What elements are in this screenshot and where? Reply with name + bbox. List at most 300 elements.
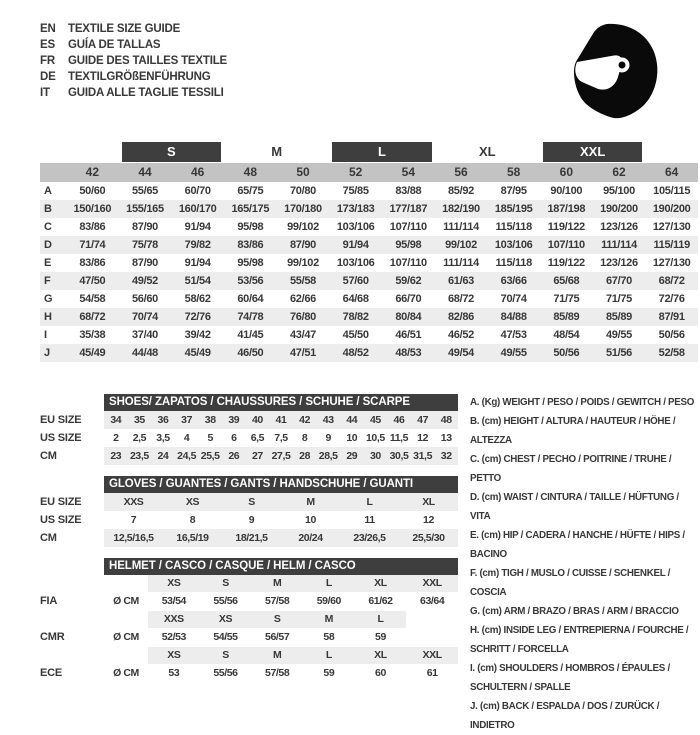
size-cell: 48 (434, 411, 458, 429)
language-code: EN (40, 23, 56, 35)
size-value: 43/47 (289, 329, 316, 341)
helmet-size-row (40, 647, 458, 664)
title-row (40, 394, 458, 411)
size-number: 46 (190, 165, 205, 179)
row-letter: G (44, 293, 53, 305)
helmet-size: XXL (406, 575, 458, 592)
measurement-row (40, 272, 698, 290)
row-label: EU SIZE (40, 414, 82, 426)
helmet-icon-svg (572, 22, 662, 122)
size-cell: 24 (151, 447, 175, 465)
helmet-size: XL (355, 575, 407, 592)
size-value: 99/102 (445, 239, 477, 251)
measurement-row (40, 290, 698, 308)
size-value: 177/187 (389, 203, 428, 215)
size-cell: 47 (411, 411, 435, 429)
size-cell: 30 (364, 447, 388, 465)
size-value: 115/118 (495, 257, 532, 269)
helmet-size: M (303, 611, 355, 628)
size-value: 182/190 (442, 203, 480, 215)
size-value: 60/70 (184, 185, 211, 197)
size-value: 85/92 (447, 185, 474, 197)
size-value: 68/72 (447, 293, 474, 305)
measurement-row (40, 200, 698, 218)
size-group-l: L (332, 142, 431, 162)
legend-entry: E. (cm) HIP / CADERA / HANCHE / HÜFTE / HIPS / BACINO (470, 530, 685, 560)
size-value: 53/56 (237, 275, 264, 287)
size-cell: 11,5 (389, 432, 409, 444)
size-cell: 2,5 (132, 432, 147, 444)
size-value: 78/82 (342, 311, 369, 323)
size-row (40, 529, 458, 547)
size-cell: 29 (340, 447, 364, 465)
size-value: 35/38 (79, 329, 106, 341)
size-value: 173/183 (336, 203, 375, 215)
size-number-row (40, 163, 698, 182)
size-value: 49/55 (605, 329, 632, 341)
size-cell: 5 (207, 432, 213, 444)
size-value: 75/78 (131, 239, 158, 251)
size-value: 83/86 (79, 257, 106, 269)
row-label: US SIZE (40, 514, 82, 526)
size-group-header-row (40, 141, 698, 163)
size-value: 103/106 (336, 221, 375, 233)
size-value: 80/84 (395, 311, 422, 323)
size-value: 50/56 (658, 329, 685, 341)
size-row (40, 411, 458, 429)
size-number: 60 (559, 165, 573, 179)
size-value: 50/60 (79, 185, 106, 197)
size-cell: 12 (417, 432, 429, 444)
size-value: 51/56 (605, 347, 632, 359)
size-cell: 30,5 (387, 447, 411, 465)
row-letter: H (44, 311, 52, 323)
size-group-s: S (122, 142, 221, 162)
size-cell: 8 (189, 514, 196, 526)
size-cell: 43 (316, 411, 340, 429)
size-value: 123/126 (600, 257, 638, 269)
helmet-size: XXS (148, 611, 200, 628)
size-value: 45/49 (184, 347, 211, 359)
measurement-row (40, 218, 698, 236)
size-cell: 27,5 (269, 447, 293, 465)
size-value: 41/45 (237, 329, 264, 341)
size-cell: 6,5 (250, 432, 265, 444)
size-cell: 20/24 (281, 529, 340, 547)
size-cell: XXS (104, 493, 163, 511)
size-value: 127/130 (652, 257, 691, 269)
legend-entry: I. (cm) SHOULDERS / HOMBROS / ÉPAULES / SCHULTERN / SPALLE (470, 663, 670, 693)
row-letter: F (44, 275, 51, 287)
shoes-size-table (40, 394, 458, 465)
size-cell: 45 (364, 411, 388, 429)
size-value: 60/64 (237, 293, 264, 305)
size-value: 87/90 (131, 257, 158, 269)
size-value: 99/102 (287, 257, 319, 269)
unit-label: Ø CM (113, 667, 139, 679)
size-cell: 42 (293, 411, 317, 429)
helmet-size: S (200, 647, 252, 664)
helmet-size: M (251, 575, 303, 592)
size-value: 45/50 (342, 329, 369, 341)
helmet-value: 54/55 (213, 631, 238, 643)
size-cell: 13 (440, 432, 452, 444)
size-cell: 16,5/19 (163, 529, 222, 547)
size-number: 64 (664, 165, 679, 179)
row-letter: E (44, 257, 52, 269)
size-cell: XS (163, 493, 222, 511)
size-value: 59/62 (395, 275, 422, 287)
size-value: 90/100 (550, 185, 583, 197)
helmet-value-row (40, 628, 458, 647)
size-row (40, 429, 458, 447)
size-cell: 9 (325, 432, 331, 444)
size-cell: 39 (222, 411, 246, 429)
size-value: 58/62 (184, 293, 211, 305)
measurement-row (40, 236, 698, 254)
size-cell: 27 (246, 447, 270, 465)
size-value: 83/88 (395, 185, 422, 197)
size-cell: 41 (269, 411, 293, 429)
size-cell: 37 (175, 411, 199, 429)
section-title: SHOES/ ZAPATOS / CHAUSSURES / SCHUHE / SCARPE (104, 394, 458, 411)
size-cell: 7 (130, 514, 137, 526)
helmet-value: 60 (375, 667, 386, 679)
row-label: US SIZE (40, 432, 82, 444)
unit-label: Ø CM (113, 595, 139, 607)
size-cell: 7,5 (274, 432, 288, 444)
size-value: 83/86 (79, 221, 106, 233)
size-value: 103/106 (336, 257, 375, 269)
size-value: 51/54 (184, 275, 211, 287)
size-cell: 6 (231, 432, 237, 444)
standard-label: ECE (40, 667, 63, 679)
helmet-size: L (355, 611, 407, 628)
size-value: 64/68 (342, 293, 369, 305)
size-value: 46/51 (395, 329, 422, 341)
size-value: 71/75 (553, 293, 580, 305)
size-value: 46/52 (447, 329, 474, 341)
helmet-size: M (251, 647, 303, 664)
row-letter: C (44, 221, 52, 233)
size-cell: 18/21,5 (222, 529, 281, 547)
size-value: 111/114 (601, 239, 637, 251)
racing-helmet-icon (572, 22, 662, 122)
helmet-size-row (40, 575, 458, 592)
size-cell: 25,5/30 (399, 529, 458, 547)
unit-label: Ø CM (113, 631, 139, 643)
size-number: 48 (243, 165, 257, 179)
size-value: 72/76 (658, 293, 685, 305)
standard-label: CMR (40, 631, 65, 643)
size-value: 49/54 (447, 347, 474, 359)
size-value: 67/70 (605, 275, 632, 287)
size-number: 42 (85, 165, 99, 179)
measurement-row (40, 308, 698, 326)
size-value: 49/55 (500, 347, 527, 359)
size-value: 74/78 (237, 311, 264, 323)
size-value: 170/180 (284, 203, 322, 215)
size-value: 87/90 (289, 239, 316, 251)
size-value: 66/70 (395, 293, 422, 305)
size-value: 76/80 (289, 311, 316, 323)
size-number: 44 (138, 165, 152, 179)
helmet-value: 59/60 (316, 595, 341, 607)
size-cell: 36 (151, 411, 175, 429)
language-row (40, 85, 227, 101)
size-value: 84/88 (500, 311, 527, 323)
size-value: 99/102 (287, 221, 319, 233)
size-cell: 23,5 (128, 447, 152, 465)
helmet-size-row (40, 611, 458, 628)
size-value: 48/53 (395, 347, 422, 359)
size-value: 70/80 (289, 185, 316, 197)
size-value: 56/60 (131, 293, 158, 305)
size-value: 187/198 (547, 203, 586, 215)
size-cell: M (281, 493, 340, 511)
size-value: 79/82 (184, 239, 211, 251)
size-cell: 4 (183, 432, 190, 444)
size-value: 160/170 (178, 203, 217, 215)
size-cell: 10,5 (365, 432, 385, 444)
size-cell: 31,5 (411, 447, 435, 465)
size-value: 85/89 (605, 311, 632, 323)
size-value: 103/106 (494, 239, 533, 251)
size-cell: 2 (113, 432, 119, 444)
helmet-value: 61/62 (368, 595, 393, 607)
size-row (40, 511, 458, 529)
size-cell: 12 (423, 514, 434, 526)
size-group-xxl: XXL (543, 142, 642, 162)
size-cell: 46 (387, 411, 411, 429)
size-value: 48/52 (342, 347, 369, 359)
size-row (40, 447, 458, 465)
size-number: 58 (506, 165, 521, 179)
language-row (40, 37, 227, 53)
standard-label: FIA (40, 595, 58, 607)
size-value: 185/195 (494, 203, 533, 215)
size-cell: 8 (301, 432, 308, 444)
size-value: 115/119 (653, 239, 690, 251)
size-number: 56 (454, 165, 468, 179)
size-value: 119/122 (547, 257, 585, 269)
size-value: 123/126 (600, 221, 638, 233)
size-cell: 34 (104, 411, 128, 429)
legend-entry: H. (cm) INSIDE LEG / ENTREPIERNA / FOURCHE / SCHRITT / FORCELLA (470, 625, 689, 655)
size-value: 95/98 (395, 239, 422, 251)
size-row (40, 493, 458, 511)
row-letter: D (44, 239, 52, 251)
language-row (40, 69, 227, 85)
size-cell: 23 (104, 447, 128, 465)
legend-entry: B. (cm) HEIGHT / ALTURA / HAUTEUR / HÖHE / ALTEZZA (470, 416, 676, 446)
helmet-value-row (40, 664, 458, 683)
language-code: ES (40, 39, 55, 51)
language-title: GUIDE DES TAILLES TEXTILE (68, 55, 227, 67)
language-row (40, 53, 227, 69)
helmet-size-table (40, 558, 458, 683)
size-value: 46/50 (237, 347, 264, 359)
textile-size-table (40, 141, 698, 362)
size-value: 57/60 (342, 275, 369, 287)
language-code: IT (40, 87, 50, 99)
size-number: 62 (612, 165, 626, 179)
helmet-size: XS (148, 575, 200, 592)
size-cell: 26 (222, 447, 246, 465)
size-value: 95/98 (237, 257, 264, 269)
size-value: 49/52 (131, 275, 158, 287)
size-value: 68/72 (79, 311, 106, 323)
size-value: 47/50 (79, 275, 106, 287)
size-value: 72/76 (184, 311, 211, 323)
size-cell: XL (399, 493, 458, 511)
size-value: 62/66 (289, 293, 316, 305)
helmet-size: L (303, 647, 355, 664)
helmet-value: 56/57 (265, 631, 290, 643)
size-cell: 23/26,5 (340, 529, 399, 547)
size-value: 47/51 (289, 347, 316, 359)
helmet-value-row (40, 592, 458, 611)
size-value: 39/42 (184, 329, 211, 341)
legend-entry: F. (cm) TIGH / MUSLO / CUISSE / SCHENKEL / COSCIA (470, 568, 671, 598)
helmet-value: 53 (168, 667, 180, 679)
size-value: 165/175 (231, 203, 270, 215)
size-value: 111/114 (443, 221, 479, 233)
size-cell: 11 (364, 514, 375, 526)
size-value: 107/110 (547, 239, 585, 251)
size-value: 107/110 (389, 221, 427, 233)
helmet-value: 55/56 (213, 667, 238, 679)
helmet-value: 59 (375, 631, 386, 643)
size-value: 95/98 (237, 221, 264, 233)
size-value: 91/94 (184, 221, 211, 233)
section-title: HELMET / CASCO / CASQUE / HELM / CASCO (104, 558, 458, 575)
language-title-list (40, 21, 227, 101)
size-value: 115/118 (495, 221, 532, 233)
size-value: 54/58 (79, 293, 106, 305)
size-value: 119/122 (547, 221, 585, 233)
size-value: 190/200 (600, 203, 638, 215)
row-letter: B (44, 203, 52, 215)
size-value: 50/56 (553, 347, 580, 359)
size-value: 87/95 (500, 185, 527, 197)
legend-entry: D. (cm) WAIST / CINTURA / TAILLE / HÜFTUNG / VITA (470, 492, 679, 522)
size-value: 52/58 (658, 347, 685, 359)
legend-entry: A. (Kg) WEIGHT / PESO / POIDS / GEWITCH / PESO (470, 397, 695, 408)
size-value: 91/94 (184, 257, 211, 269)
language-title: TEXTILGRÖßENFÜHRUNG (68, 71, 211, 83)
row-label: CM (40, 532, 57, 544)
helmet-size: S (251, 611, 303, 628)
size-number: 54 (401, 165, 415, 179)
legend-entry: C. (cm) CHEST / PECHO / POITRINE / TRUHE / PETTO (470, 454, 672, 484)
size-value: 70/74 (131, 311, 158, 323)
size-value: 105/115 (653, 185, 691, 197)
title-row (40, 558, 458, 575)
size-cell: 24,5 (175, 447, 199, 465)
size-value: 87/90 (131, 221, 158, 233)
size-value: 48/54 (553, 329, 580, 341)
size-value: 47/53 (500, 329, 527, 341)
language-code: DE (40, 71, 56, 83)
row-letter: I (44, 329, 47, 341)
size-value: 85/89 (553, 311, 580, 323)
size-group-xl: XL (479, 144, 496, 159)
size-value: 87/91 (658, 311, 685, 323)
language-row (40, 21, 227, 37)
row-letter: A (44, 185, 52, 197)
size-cell: 35 (128, 411, 152, 429)
size-value: 37/40 (131, 329, 158, 341)
size-cell: 3,5 (156, 432, 170, 444)
size-value: 75/85 (342, 185, 369, 197)
size-cell: 9 (248, 514, 255, 526)
size-cell: S (222, 493, 281, 511)
legend-entry: G. (cm) ARM / BRAZO / BRAS / ARM / BRACCIO (470, 606, 679, 617)
helmet-value: 59 (323, 667, 335, 679)
size-value: 71/75 (605, 293, 632, 305)
language-title: GUÍA DE TALLAS (68, 39, 161, 51)
size-cell: 44 (340, 411, 364, 429)
helmet-value: 52/53 (161, 631, 186, 643)
size-value: 95/100 (603, 185, 635, 197)
language-title: GUIDA ALLE TAGLIE TESSILI (68, 87, 224, 99)
size-cell: 28 (293, 447, 317, 465)
size-value: 107/110 (389, 257, 427, 269)
size-cell: 10 (305, 514, 316, 526)
measurement-row (40, 326, 698, 344)
language-title: TEXTILE SIZE GUIDE (68, 23, 181, 35)
measurement-row (40, 344, 698, 362)
size-value: 55/58 (289, 275, 316, 287)
size-cell: 32 (434, 447, 458, 465)
size-value: 111/114 (443, 257, 479, 269)
size-cell: 12,5/16,5 (104, 529, 163, 547)
helmet-size: L (303, 575, 355, 592)
gloves-size-table (40, 476, 458, 547)
size-value: 190/200 (652, 203, 691, 215)
size-value: 44/48 (131, 347, 158, 359)
size-value: 65/68 (553, 275, 580, 287)
helmet-value: 63/64 (420, 595, 445, 607)
helmet-size: XS (200, 611, 252, 628)
size-value: 65/75 (237, 185, 264, 197)
size-value: 55/65 (131, 185, 158, 197)
size-number: 52 (348, 165, 363, 179)
size-value: 70/74 (500, 293, 527, 305)
size-value: 63/66 (500, 275, 527, 287)
size-value: 71/74 (79, 239, 106, 251)
legend-entry: J. (cm) BACK / ESPALDA / DOS / ZURÜCK / INDIETRO (470, 701, 660, 731)
size-value: 83/86 (237, 239, 264, 251)
size-value: 82/86 (447, 311, 474, 323)
helmet-size: XS (148, 647, 200, 664)
size-number: 50 (296, 165, 310, 179)
section-title: GLOVES / GUANTES / GANTS / HANDSCHUHE / GUANTI (104, 476, 458, 493)
helmet-value: 61 (426, 667, 438, 679)
size-value: 61/63 (447, 275, 474, 287)
helmet-value: 55/56 (213, 595, 238, 607)
helmet-value: 53/54 (161, 595, 186, 607)
row-label: EU SIZE (40, 496, 82, 508)
size-cell: L (340, 493, 399, 511)
size-cell: 38 (198, 411, 222, 429)
size-cell: 28,5 (316, 447, 340, 465)
helmet-size: XXL (406, 647, 458, 664)
language-code: FR (40, 55, 55, 67)
size-cell: 10 (346, 432, 358, 444)
size-value: 150/160 (73, 203, 112, 215)
